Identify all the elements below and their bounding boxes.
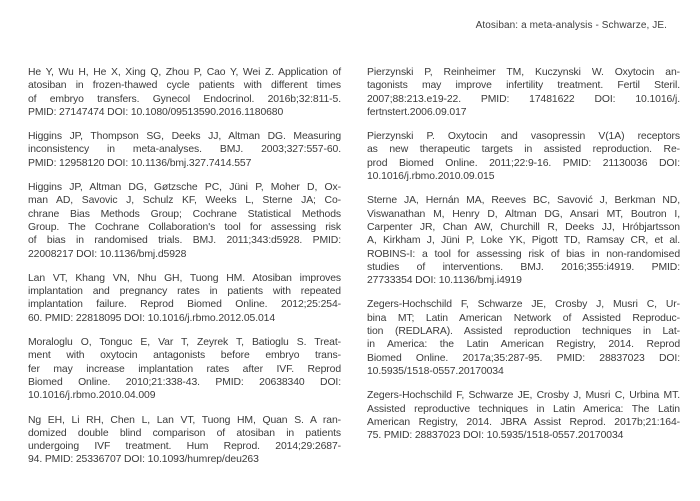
reference-line: 10.1016/j.rbmo.2010.04.009 [28, 390, 156, 402]
reference-entry [28, 414, 341, 467]
reference-line: Zegers-Hochschild F, Schwarze JE, Crosby J, Musri C, Urbina MT. [367, 390, 680, 402]
reference-line: in America: the Latin American Registry, 2014. Reprod [367, 339, 680, 351]
reference-line: fertnstert.2006.09.017 [367, 106, 467, 118]
reference-line: American Registry, 2014. JBRA Assist Reprod. 2017b;21:164- [367, 416, 680, 428]
reference-line: Higgins JP, Altman DG, Gøtzsche PC, Jüni P, Moher D, Ox- [28, 182, 341, 194]
reference-line: of bias in randomised trials. BMJ. 2011;343:d5928. PMID: [28, 235, 341, 247]
references-column-right [367, 66, 680, 453]
reference-line: Zegers-Hochschild F, Schwarze JE, Crosby J, Musri C, Ur- [367, 299, 680, 311]
reference-line: studies of interventions. BMJ. 2016;355:i4919. PMID: [367, 261, 680, 273]
reference-line: implantation failure. Reprod Biomed Online. 2012;25:254- [28, 299, 341, 311]
reference-line: 22008217 DOI: 10.1136/bmj.d5928 [28, 248, 187, 260]
reference-line: domized double blind comparison of atosiban in patients [28, 427, 341, 439]
reference-line: man AD, Savovic J, Schulz KF, Weeks L, Sterne JA; Co- [28, 195, 341, 207]
reference-line: ROBINS-I: a tool for assessing risk of bias in non-randomised [367, 248, 680, 260]
reference-line: Lan VT, Khang VN, Nhu GH, Tuong HM. Atosiban improves [28, 272, 341, 284]
reference-line: Pierzynski P, Reinheimer TM, Kuczynski W. Oxytocin an- [367, 67, 680, 78]
reference-entry [367, 389, 680, 442]
reference-line: He Y, Wu H, He X, Xing Q, Zhou P, Cao Y, Wei Z. Application of [28, 67, 341, 78]
reference-line: ment with oxytocin antagonists before embryo trans- [28, 350, 341, 362]
reference-entry [367, 194, 680, 287]
reference-line: PMID: 27147474 DOI: 10.1080/09513590.2016.1180680 [28, 106, 284, 118]
reference-line: Moraloglu O, Tonguc E, Var T, Zeyrek T, Batioglu S. Treat- [28, 337, 341, 349]
reference-line: implantation and pregnancy rates in patients with repeated [28, 286, 341, 298]
reference-line: undergoing IVF treatment. Hum Reprod. 2014;29:2687- [28, 441, 341, 453]
reference-entry [367, 298, 680, 378]
reference-line: prod Biomed Online. 2011;22:9-16. PMID: 21130036 DOI: [367, 157, 680, 169]
reference-line: Viswanathan M, Henry D, Altman DG, Ansari MT, Boutron I, [367, 208, 680, 220]
reference-line: tion (REDLARA). Assisted reproduction techniques in Lat- [367, 326, 680, 338]
reference-line: Higgins JP, Thompson SG, Deeks JJ, Altman DG. Measuring [28, 131, 341, 143]
reference-line: chrane Bias Methods Group; Cochrane Statistical Methods [28, 208, 341, 220]
reference-line: fer may increase implantation rates after IVF. Reprod [28, 363, 341, 375]
reference-line: inconsistency in meta-analyses. BMJ. 2003;327:557-60. [28, 144, 341, 156]
reference-line: 94. PMID: 25336707 DOI: 10.1093/humrep/deu263 [28, 454, 259, 466]
reference-line: Ng EH, Li RH, Chen L, Lan VT, Tuong HM, Quan S. A ran- [28, 414, 341, 426]
reference-entry [28, 336, 341, 402]
reference-entry [28, 130, 341, 170]
reference-line: 75. PMID: 28837023 DOI: 10.5935/1518-0557.20170034 [367, 430, 624, 442]
reference-line: PMID: 12958120 DOI: 10.1136/bmj.327.7414.557 [28, 157, 252, 169]
reference-line: A, Kirkham J, Jüni P, Loke YK, Pigott TD, Ramsay CR, et al. [367, 235, 680, 247]
reference-line: of embryo transfers. Gynecol Endocrinol. 2016b;32:811-5. [28, 93, 341, 105]
reference-line: tagonists may improve infertility treatment. Fertil Steril. [367, 80, 680, 92]
reference-line: as new therapeutic targets in assisted reproduction. Re- [367, 144, 680, 156]
reference-line: Pierzynski P. Oxytocin and vasopressin V(1A) receptors [367, 131, 680, 143]
reference-line: atosiban in frozen-thawed cycle patients with different times [28, 80, 341, 92]
reference-entry [367, 130, 680, 183]
reference-line: Biomed Online. 2010;21:338-43. PMID: 20638340 DOI: [28, 376, 341, 388]
reference-line: Assisted reproductive techniques in Latin America: The Latin [367, 403, 680, 415]
running-head: Atosiban: a meta-analysis - Schwarze, JE. [475, 20, 667, 31]
reference-line: bina MT; Latin American Network of Assisted Reproduc- [367, 312, 680, 324]
reference-line: Biomed Online. 2017a;35:287-95. PMID: 28837023 DOI: [367, 352, 680, 364]
reference-line: Carpenter JR, Chan AW, Churchill R, Deeks JJ, Hróbjartsson [367, 221, 680, 233]
reference-line: Sterne JA, Hernán MA, Reeves BC, Savović J, Berkman ND, [367, 195, 680, 207]
reference-entry [28, 181, 341, 261]
reference-entry [367, 66, 680, 119]
reference-entry [28, 66, 341, 119]
reference-line: 2007;88:213.e19-22. PMID: 17481622 DOI: 10.1016/j. [367, 93, 680, 105]
reference-line: 10.1016/j.rbmo.2010.09.015 [367, 171, 495, 183]
reference-line: 10.5935/1518-0557.20170034 [367, 365, 504, 377]
reference-line: 60. PMID: 22818095 DOI: 10.1016/j.rbmo.2012.05.014 [28, 312, 276, 324]
reference-line: Group. The Cochrane Collaboration's tool for assessing risk [28, 221, 341, 233]
reference-entry [28, 272, 341, 325]
references-column-left [28, 66, 341, 478]
reference-line: 27733354 DOI: 10.1136/bmj.i4919 [367, 275, 522, 287]
